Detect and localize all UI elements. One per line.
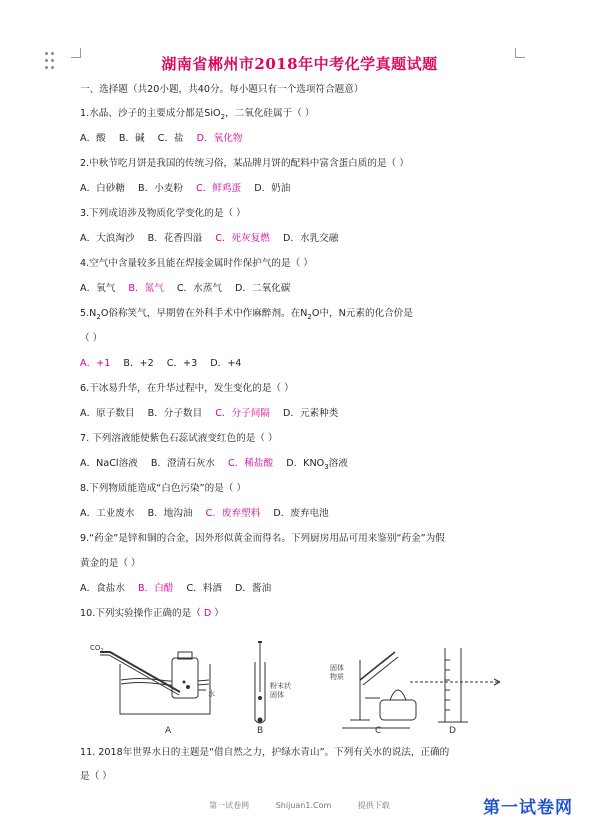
footer-site: 第一试卷网 xyxy=(209,801,250,810)
question-7: 7. 下列溶液能使紫色石蕊试液变红色的是（ ） xyxy=(80,433,278,444)
question-10: 10.下列实验操作正确的是（ D ） xyxy=(80,608,224,619)
water-label: 水 xyxy=(208,690,215,698)
question-6: 6.干冰易升华，在升华过程中，发生变化的是（ ） xyxy=(80,383,294,394)
option-c: C．+3 xyxy=(166,358,198,369)
options-7 xyxy=(80,458,358,473)
section-heading: 一、选择题（共20小题，共40分。每小题只有一个选项符合题意） xyxy=(80,84,364,95)
options-1 xyxy=(80,133,252,145)
option-d: D．酱油 xyxy=(235,583,272,594)
question-4: 4.空气中含量较多且能在焊接金属时作保护气的是（ ） xyxy=(80,258,313,269)
option-d: D．废弃电池 xyxy=(273,508,329,519)
options-2 xyxy=(80,183,300,195)
option-b: B．小麦粉 xyxy=(138,183,183,194)
option-c-answer: C．分子间隔 xyxy=(215,408,270,419)
lab-apparatus-diagram xyxy=(80,640,520,735)
option-d: D．二氧化碳 xyxy=(235,283,291,294)
options-5 xyxy=(80,358,251,370)
question-11: 11. 2018年世界水日的主题是“借自然之力，护绿水青山”。下列有关水的说法，正确的 xyxy=(80,747,450,758)
apparatus-b xyxy=(255,642,265,723)
site-logo: 第一试卷网 xyxy=(483,798,573,818)
option-d-answer: D．氧化物 xyxy=(196,133,243,144)
footer-note: 提供下载 xyxy=(357,801,390,810)
question-5-paren: （ ） xyxy=(80,333,103,344)
solid-label-2: 物质 xyxy=(330,673,344,681)
footer-domain[interactable]: Shijuan1.Com xyxy=(275,801,332,810)
option-c-answer: C．鲜鸡蛋 xyxy=(196,183,242,194)
question-11-cont: 是（ ） xyxy=(80,771,112,782)
question-9-cont: 黄金的是（ ） xyxy=(80,558,141,569)
question-9: 9.“药金”是锌和铜的合金，因外形似黄金而得名。下列厨房用品可用来鉴别“药金”为假 xyxy=(80,533,445,544)
option-a: A．原子数目 xyxy=(80,408,135,419)
option-c: C．盐 xyxy=(157,133,184,144)
powder-label-1: 粉末状 xyxy=(270,682,291,690)
option-a: A．NaCl溶液 xyxy=(80,458,138,469)
option-a: A．酸 xyxy=(80,133,106,144)
figure-label-a: A xyxy=(165,726,172,735)
co2-label: $CO_2$ xyxy=(90,644,104,654)
option-b: B．澄清石灰水 xyxy=(150,458,215,469)
answer-mark: D xyxy=(203,608,212,619)
option-b-answer: B．氮气 xyxy=(128,283,164,294)
option-c-answer: C．废弃塑料 xyxy=(205,508,261,519)
options-6 xyxy=(80,408,348,420)
solid-label-1: 固体 xyxy=(330,664,344,672)
option-b: B．碱 xyxy=(118,133,145,144)
page-title: 湖南省郴州市2018年中考化学真题试题 xyxy=(161,55,438,73)
option-a-answer: A．+1 xyxy=(80,358,111,369)
option-a: A．大浪淘沙 xyxy=(80,233,135,244)
figure-label-c: C xyxy=(375,726,382,735)
powder-label-2: 固体 xyxy=(270,691,284,699)
question-2: 2.中秋节吃月饼是我国的传统习俗，某品牌月饼的配料中富含蛋白质的是（ ） xyxy=(80,158,409,169)
apparatus-d xyxy=(410,648,500,722)
option-a: A．氧气 xyxy=(80,283,116,294)
option-a: A．食盐水 xyxy=(80,583,125,594)
option-d: D．$KNO_3$溶液 xyxy=(286,458,348,471)
options-3 xyxy=(80,233,348,245)
option-c-answer: C．稀盐酸 xyxy=(228,458,274,469)
figure-label-d: D xyxy=(449,726,456,735)
apparatus-c xyxy=(342,652,416,728)
question-1: 1.水晶、沙子的主要成分都是SiO$_2$，二氧化硅属于（ ） xyxy=(80,108,315,121)
options-4 xyxy=(80,283,300,295)
option-c-answer: C．死灰复燃 xyxy=(215,233,270,244)
option-b: B．花香四溢 xyxy=(147,233,203,244)
options-8 xyxy=(80,508,339,520)
question-3: 3.下列成语涉及物质化学变化的是（ ） xyxy=(80,208,246,219)
option-c: C．料酒 xyxy=(186,583,222,594)
question-8: 8.下列物质能造成“白色污染”的是（ ） xyxy=(80,483,247,494)
option-b: B．+2 xyxy=(123,358,154,369)
option-b: B．分子数目 xyxy=(147,408,203,419)
option-a: A．工业废水 xyxy=(80,508,135,519)
option-b-answer: B．白醋 xyxy=(138,583,174,594)
option-b: B．地沟油 xyxy=(147,508,193,519)
option-d: D．水乳交融 xyxy=(282,233,339,244)
apparatus-a xyxy=(100,652,210,714)
option-c: C．水蒸气 xyxy=(176,283,222,294)
figure-label-b: B xyxy=(257,726,264,735)
option-d: D．+4 xyxy=(210,358,242,369)
options-9 xyxy=(80,583,281,595)
question-5: $5.N_2O$俗称笑气，早期曾在外科手术中作麻醉剂。在$N_2O$中，N元素的化合价是 xyxy=(80,308,413,321)
option-a: A．白砂糖 xyxy=(80,183,125,194)
option-d: D．元素种类 xyxy=(282,408,339,419)
option-d: D．奶油 xyxy=(254,183,291,194)
experiment-figure xyxy=(80,640,520,735)
